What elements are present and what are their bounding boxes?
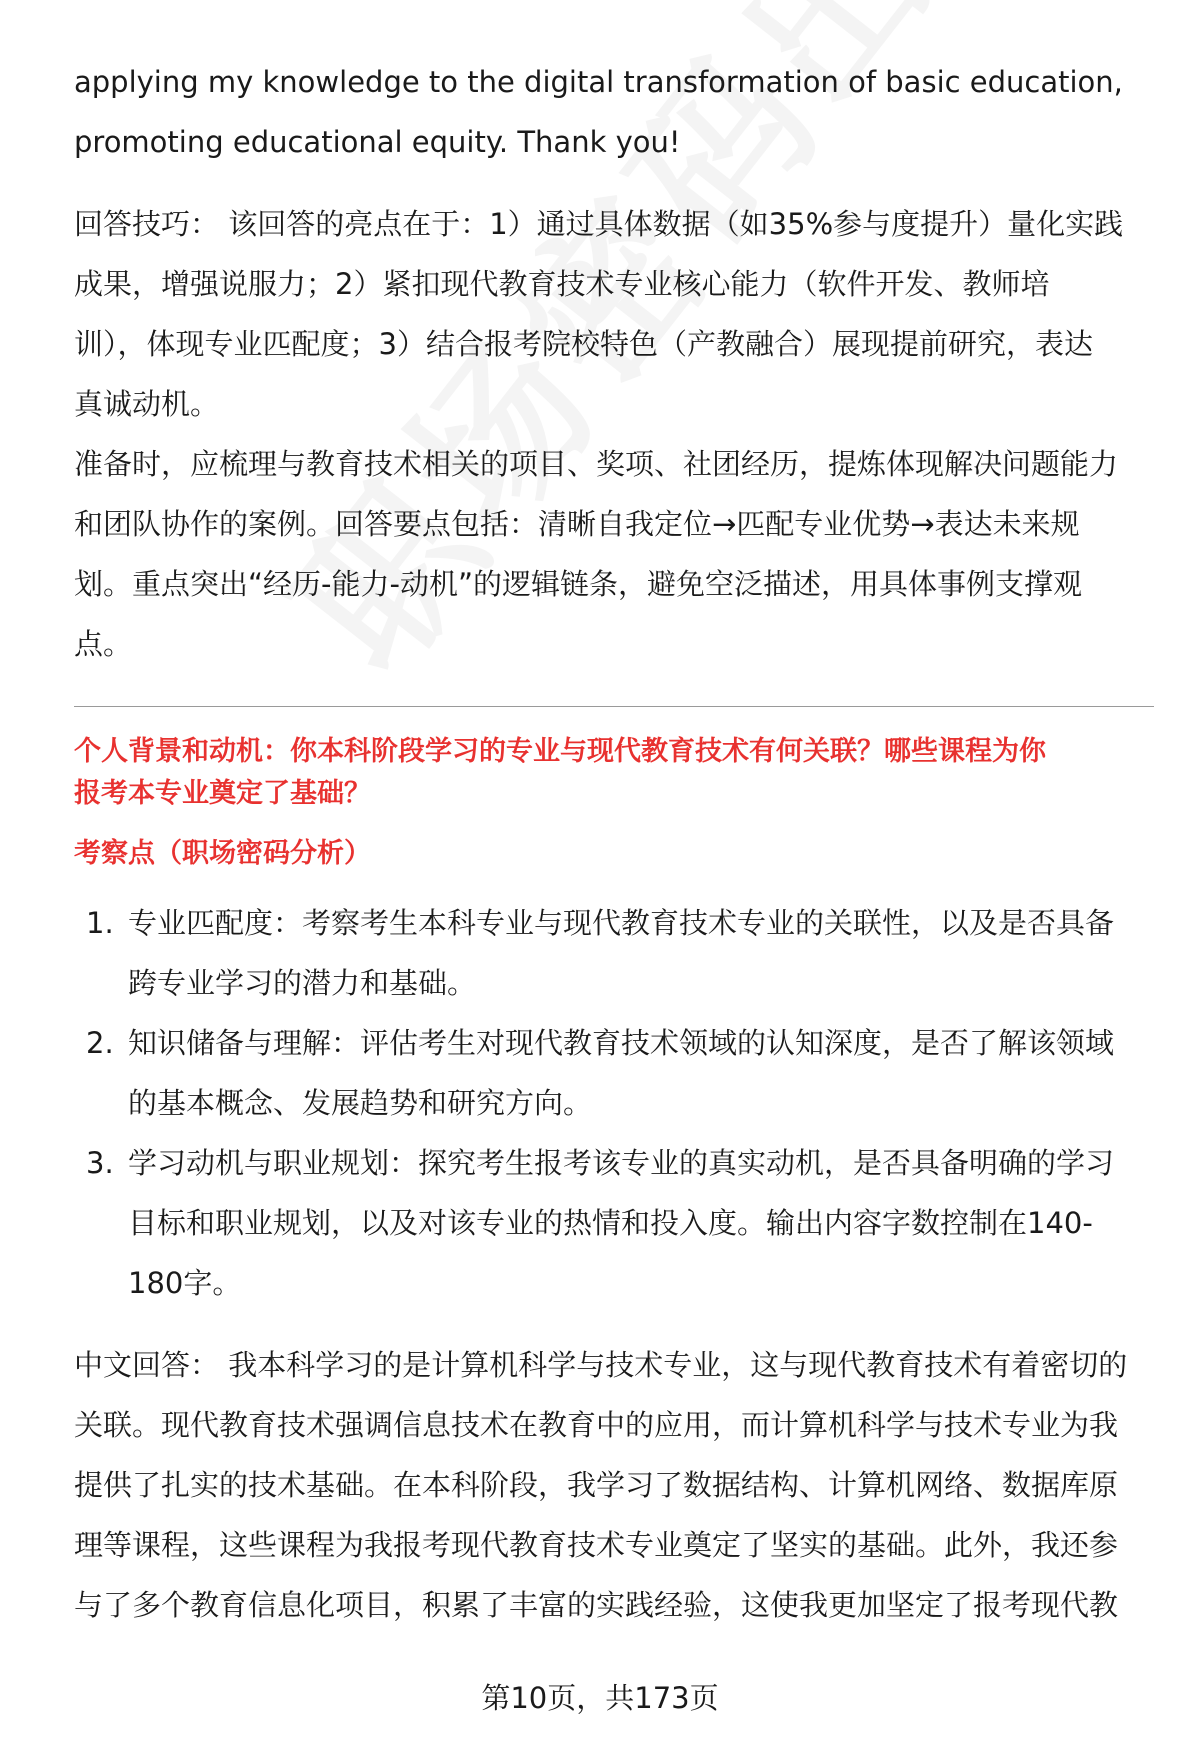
question-title-line: 报考本专业奠定了基础？ [74,778,371,809]
text-line: 目标和职业规划，以及对该专业的热情和投入度。输出内容字数控制在140- [128,1206,1093,1240]
text-line: 训），体现专业匹配度；3）结合报考院校特色（产教融合）展现提前研究，表达 [74,327,1093,361]
text-line: 180字。 [128,1266,242,1300]
question-title [74,731,1154,815]
text-line: 真诚动机。 [74,387,220,421]
intro-paragraph [74,52,1154,172]
text-line: 划。重点突出“经历-能力-动机”的逻辑链条，避免空泛描述，用具体事例支撑观 [74,567,1082,601]
list-item [74,893,1154,1013]
list-item [74,1013,1154,1133]
text-line: 专业匹配度：考察考生本科专业与现代教育技术专业的关联性，以及是否具备 [128,906,1115,940]
section-divider [74,706,1154,707]
question-title-line: 个人背景和动机：你本科阶段学习的专业与现代教育技术有何关联？哪些课程为你 [74,736,1046,767]
text-line: 回答技巧： 该回答的亮点在于：1）通过具体数据（如35%参与度提升）量化实践 [74,207,1124,241]
text-line: 的基本概念、发展趋势和研究方向。 [128,1086,593,1120]
text-line: 学习动机与职业规划：探究考生报考该专业的真实动机，是否具备明确的学习 [128,1146,1115,1180]
list-number: 3. [86,1146,114,1180]
answer-paragraph [74,1335,1154,1635]
text-line: 成果，增强说服力；2）紧扣现代教育技术专业核心能力（软件开发、教师培 [74,267,1050,301]
page-content [74,52,1154,1635]
text-line: 与了多个教育信息化项目，积累了丰富的实践经验，这使我更加坚定了报考现代教 [74,1588,1119,1622]
text-line: 关联。现代教育技术强调信息技术在教育中的应用，而计算机科学与技术专业为我 [74,1408,1119,1442]
text-line: 准备时，应梳理与教育技术相关的项目、奖项、社团经历，提炼体现解决问题能力 [74,447,1119,481]
text-line: 提供了扎实的技术基础。在本科阶段，我学习了数据结构、计算机网络、数据库原 [74,1468,1119,1502]
list-item [74,1133,1154,1313]
text-line: 中文回答： 我本科学习的是计算机科学与技术专业，这与现代教育技术有着密切的 [74,1348,1128,1382]
text-line: 点。 [74,627,133,661]
text-line: promoting educational equity. Thank you! [74,125,681,159]
list-number: 2. [86,1026,114,1060]
text-line: 跨专业学习的潜力和基础。 [128,966,477,1000]
text-line: 理等课程，这些课程为我报考现代教育技术专业奠定了坚实的基础。此外，我还参 [74,1528,1119,1562]
text-line: 知识储备与理解：评估考生对现代教育技术领域的认知深度，是否了解该领域 [128,1026,1115,1060]
tips-paragraph [74,194,1154,674]
key-points-list [74,893,1154,1313]
page-number: 第10页，共173页 [481,1681,719,1715]
text-line: applying my knowledge to the digital transformation of basic education, [74,65,1123,99]
text-line: 和团队协作的案例。回答要点包括：清晰自我定位→匹配专业优势→表达未来规 [74,507,1080,541]
section-heading: 考察点（职场密码分析） [74,838,371,869]
list-number: 1. [86,906,114,940]
